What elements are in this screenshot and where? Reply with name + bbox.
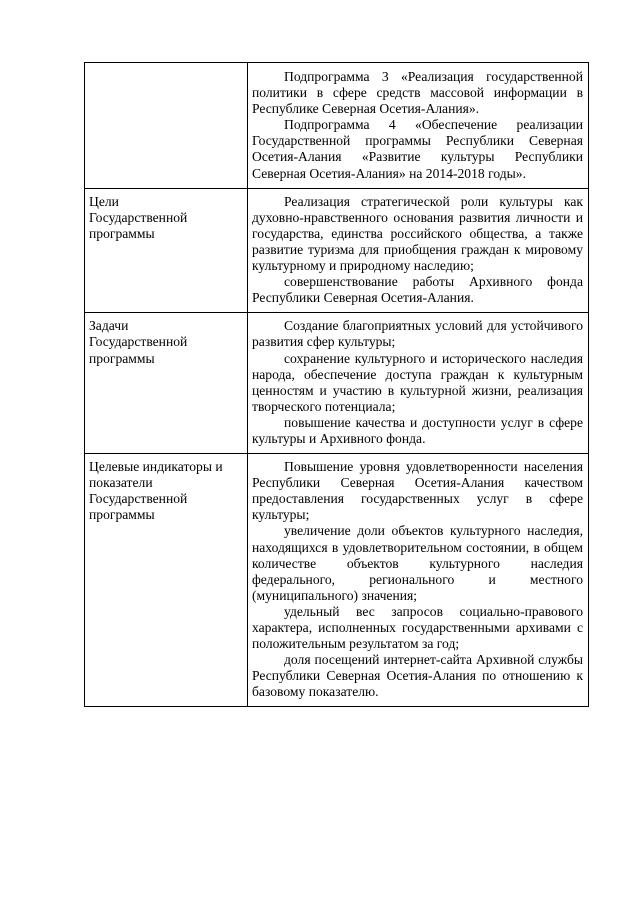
table-row-subprograms xyxy=(85,63,589,189)
program-passport-table xyxy=(84,62,589,707)
tasks-paragraph: повышение качества и доступности услуг в сфере культуры и Архивного фонда. xyxy=(252,414,583,446)
table-row-goals xyxy=(85,188,589,313)
row-label xyxy=(85,63,247,66)
subprogram-4-paragraph: Подпрограмма 4 «Обеспечение реализации Государственной программы Республики Северная Осетия-Алания «Развитие культуры Республики Северная Осетия-Алания» на 2014-2018 годы». xyxy=(252,117,583,181)
row-label-cell xyxy=(85,188,248,313)
indicators-label: Целевые индикаторы и показатели Государственной программы xyxy=(89,459,223,523)
row-label-cell xyxy=(85,454,248,707)
indicators-paragraph: удельный вес запросов социально-правового характера, исполненных государственными архивами с положительным результатом за год; xyxy=(252,603,583,652)
row-content-cell xyxy=(248,188,589,313)
row-content-cell xyxy=(248,313,589,454)
indicators-paragraph: Повышение уровня удовлетворенности населения Республики Северная Осетия-Алания качеством предоставления государственных услуг в сфере культуры; xyxy=(252,459,583,523)
goals-label: Цели Государственной программы xyxy=(89,193,188,241)
tasks-paragraph: сохранение культурного и исторического наследия народа, обеспечение доступа граждан к культурным ценностям и участию в культурной жизни, реализация творческого потенциала; xyxy=(252,350,583,414)
row-label-cell xyxy=(85,63,248,189)
document-page xyxy=(84,62,586,707)
indicators-paragraph: доля посещений интернет-сайта Архивной службы Республики Северная Осетия-Алания по отношению к базовому показателю. xyxy=(252,652,583,700)
row-content-cell xyxy=(248,454,589,707)
row-content-cell xyxy=(248,63,589,189)
tasks-paragraph: Создание благоприятных условий для устойчивого развития сфер культуры; xyxy=(252,318,583,350)
tasks-label: Задачи Государственной программы xyxy=(89,318,188,366)
table-row-indicators xyxy=(85,454,589,707)
row-label-cell xyxy=(85,313,248,454)
table-row-tasks xyxy=(85,313,589,454)
indicators-paragraph: увеличение доли объектов культурного наследия, находящихся в удовлетворительном состоянии, в общем количестве объектов культурного наследия федерального, регионального и местного (муниципального) значения; xyxy=(252,523,583,603)
goals-paragraph: совершенствование работы Архивного фонда Республики Северная Осетия-Алания. xyxy=(252,274,583,306)
goals-paragraph: Реализация стратегической роли культуры как духовно-нравственного основания развития личности и государства, единства российского общества, а также развитие туризма для приобщения граждан к мировому культурному и природному наследию; xyxy=(252,193,583,274)
subprogram-3-paragraph: Подпрограмма 3 «Реализация государственной политики в сфере средств массовой информации в Республике Северная Осетия-Алания». xyxy=(252,69,583,117)
